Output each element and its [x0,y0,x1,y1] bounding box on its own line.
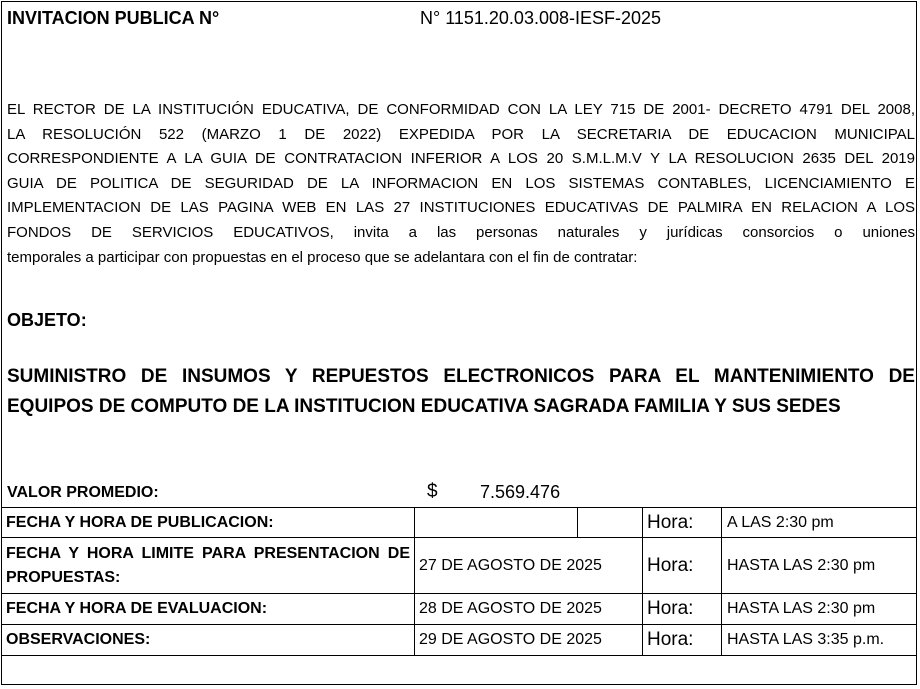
intro-line: GUIA DE POLITICA DE SEGURIDAD DE LA INFORMACION EN LOS SISTEMAS CONTABLES, LICENCIAMIENTO E [7,174,915,192]
objeto-label: OBJETO: [7,310,87,330]
row-date-publicacion [419,507,575,538]
intro-line: CORRESPONDIENTE A LA GUIA DE CONTRATACION INFERIOR A LOS 20 S.M.L.M.V Y LA RESOLUCION 2635 DEL 2019 [7,150,915,168]
hora-label: Hora: [647,511,694,533]
row-time-presentacion: HASTA LAS 2:30 pm [727,556,876,574]
objeto-line: SUMINISTRO DE INSUMOS Y REPUESTOS ELECTRONICOS PARA EL MANTENIMIENTO DE [7,366,915,387]
row-date-presentacion: 27 DE AGOSTO DE 2025 [419,556,602,574]
invitation-document [1,1,917,685]
row-label-presentacion [6,538,412,593]
intro-line: FONDOS DE SERVICIOS EDUCATIVOS, invita a las personas naturales y jurídicas consorcios o uniones [7,223,915,241]
table-rule [2,655,916,656]
intro-line: temporales a participar con propuestas en el proceso que se adelantara con el fin de contratar: [7,248,638,266]
table-rule [721,507,722,656]
valor-currency: $ [427,481,438,502]
row-label-line: PROPUESTAS: [6,568,121,586]
intro-line: LA RESOLUCIÓN 522 (MARZO 1 DE 2022) EXPEDIDA POR LA SECRETARIA DE EDUCACION MUNICIPAL [7,125,915,143]
table-rule [642,507,643,656]
valor-amount: 7.569.476 [480,482,561,502]
row-label-observaciones: OBSERVACIONES: [6,631,151,648]
intro-line: IMPLEMENTACION DE LAS PAGINA WEB EN LAS 27 INSTITUCIONES EDUCATIVAS DE PALMIRA EN RELACION A LOS [7,199,915,217]
row-date-observaciones: 29 DE AGOSTO DE 2025 [419,631,602,648]
hora-label: Hora: [647,629,694,650]
hora-label: Hora: [647,554,694,576]
valor-label: VALOR PROMEDIO: [7,484,159,501]
row-date-evaluacion: 28 DE AGOSTO DE 2025 [419,600,602,617]
table-rule [414,507,415,656]
table-rule [577,507,578,538]
row-time-observaciones: HASTA LAS 3:35 p.m. [727,631,885,648]
intro-line: EL RECTOR DE LA INSTITUCIÓN EDUCATIVA, DE CONFORMIDAD CON LA LEY 715 DE 2001- DECRETO 4791 DEL 2008, [7,101,915,118]
invitation-number: N° 1151.20.03.008-IESF-2025 [420,8,662,28]
objeto-text [7,362,915,422]
row-time-evaluacion: HASTA LAS 2:30 pm [727,600,876,617]
row-label-line: FECHA Y HORA LIMITE PARA PRESENTACION DE [6,544,410,562]
row-time-publicacion: A LAS 2:30 pm [727,513,834,531]
objeto-line: EQUIPOS DE COMPUTO DE LA INSTITUCION EDUCATIVA SAGRADA FAMILIA Y SUS SEDES [7,396,841,417]
row-label-publicacion: FECHA Y HORA DE PUBLICACION: [6,513,274,531]
intro-paragraph [7,98,915,270]
invitation-title: INVITACION PUBLICA N° [7,8,220,28]
row-label-evaluacion: FECHA Y HORA DE EVALUACION: [6,600,268,617]
hora-label: Hora: [647,598,694,619]
